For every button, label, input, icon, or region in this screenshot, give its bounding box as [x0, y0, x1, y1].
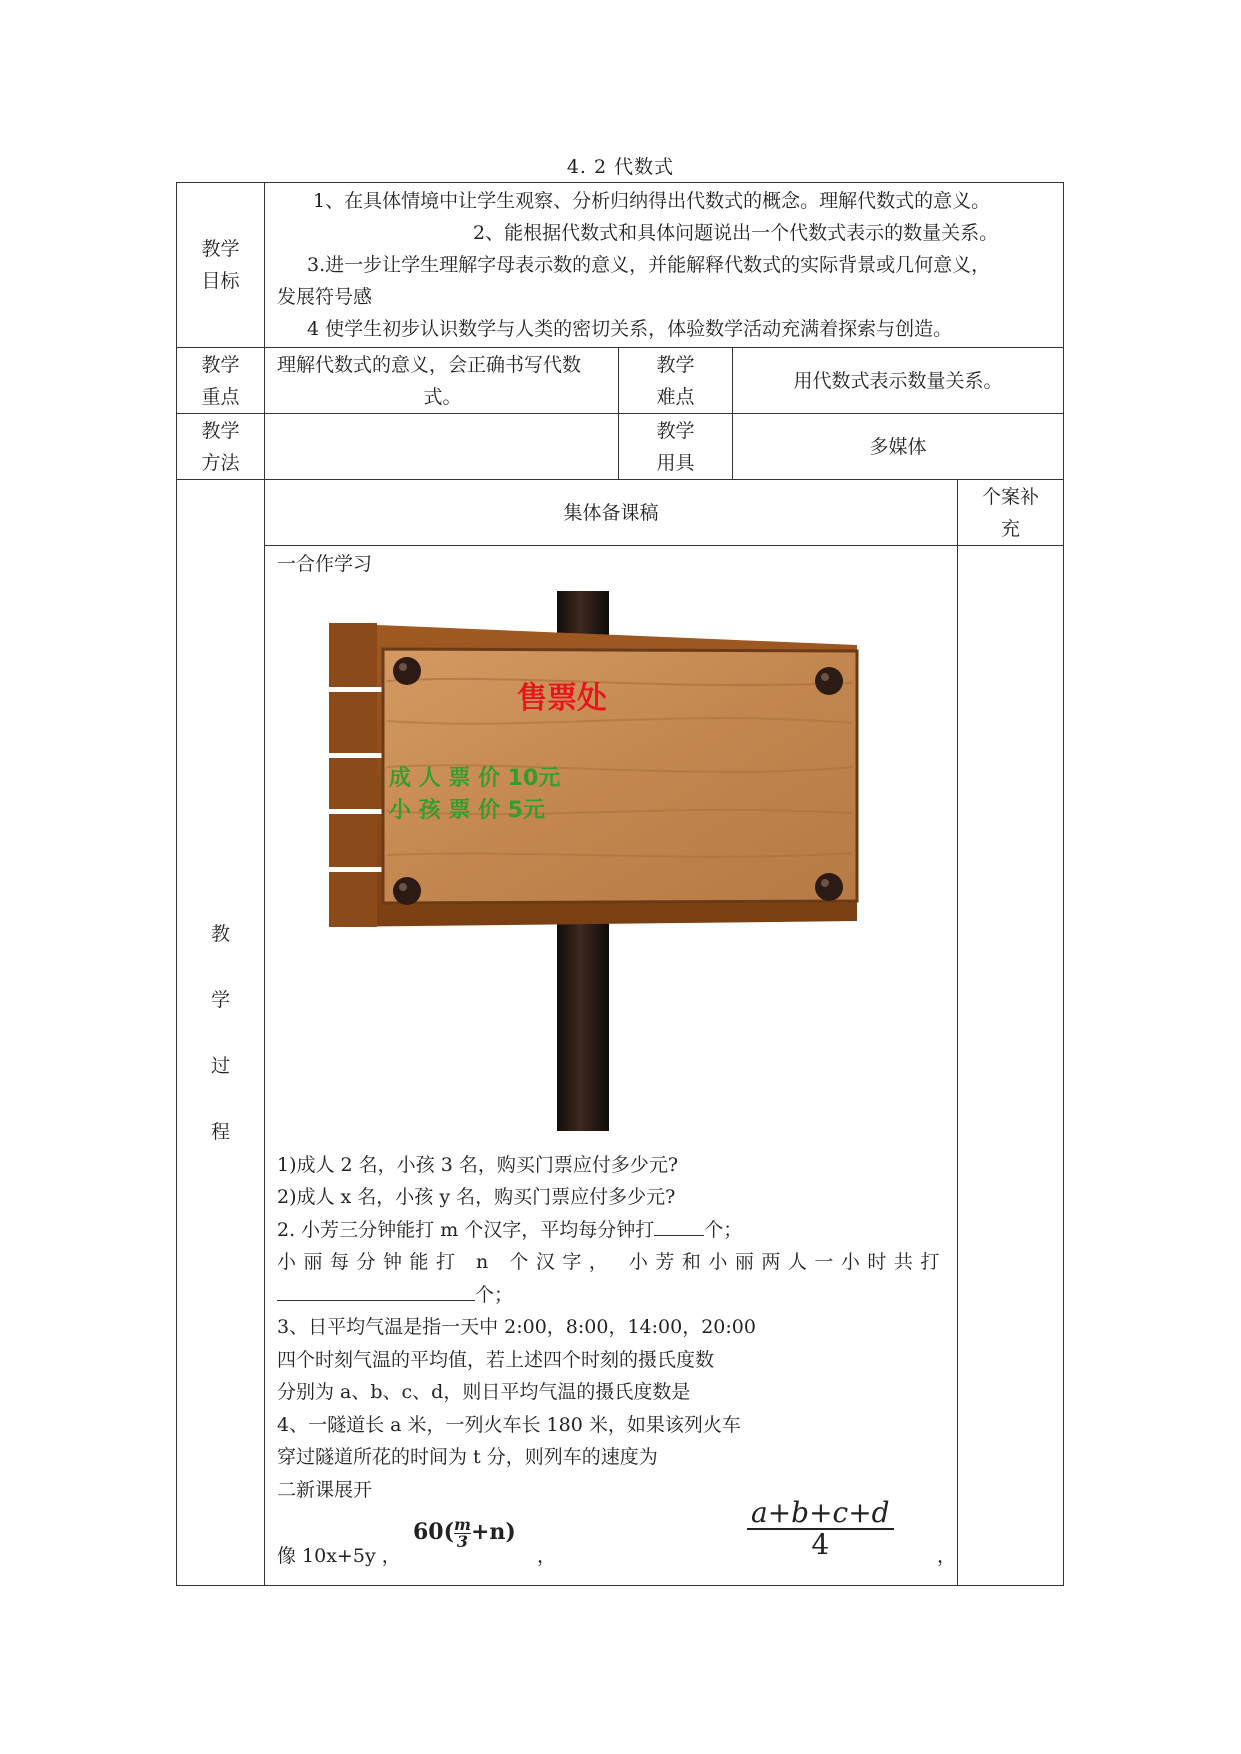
key-point-label: 教学 重点: [177, 348, 265, 414]
method-label: 教学 方法: [177, 414, 265, 480]
supplement-column: [958, 546, 1064, 1586]
ticket-sign-image: [317, 591, 877, 1131]
objectives-row: [177, 183, 1064, 348]
answer-blank: [277, 1280, 475, 1301]
method-row: [177, 414, 1064, 480]
difficulty-text: 用代数式表示数量关系。: [733, 348, 1064, 414]
sign-adult-price: 成 人 票 价 10元: [389, 765, 561, 791]
section-new-lesson: 二新课展开: [277, 1478, 373, 1501]
question-5b: 穿过隧道所花的时间为 t 分，则列车的速度为: [277, 1446, 658, 1468]
objective-3: 3.进一步让学生理解字母表示数的意义，并能解释代数式的实际背景或几何意义，: [307, 254, 991, 276]
comma-2: ，: [937, 1545, 957, 1567]
difficulty-label: 教学 难点: [619, 348, 733, 414]
formula-60: 60( $\frac{m}{3}$ +n): [413, 1514, 516, 1551]
answer-blank: [654, 1215, 704, 1236]
objective-1: 1、在具体情境中让学生观察、分析归纳得出代数式的概念。理解代数式的意义。: [313, 190, 991, 212]
section-cooperative: 一合作学习: [277, 553, 373, 575]
comma-1: ，: [537, 1545, 557, 1567]
key-point-text: 理解代数式的意义，会正确书写代数 式。: [265, 348, 619, 414]
key-point-row: [177, 348, 1064, 414]
page-title: 4. 2 代数式: [566, 156, 675, 178]
sign-child-price: 小 孩 票 价 5元: [389, 797, 545, 823]
process-label: 教 学 过 程: [177, 480, 265, 1586]
objectives-label: 教学 目标: [177, 183, 265, 348]
formula-average: $\frac{a+b+c+d}{4}$: [747, 1498, 894, 1560]
supplement-header: 个案补 充: [958, 480, 1064, 546]
process-body-row: [177, 546, 1064, 1586]
process-header-row: [177, 480, 1064, 546]
lesson-plan-table: [176, 182, 1064, 1586]
process-content: [265, 546, 958, 1586]
method-text: [265, 414, 619, 480]
question-5a: 4、一隧道长 a 米，一列火车长 180 米，如果该列火车: [277, 1413, 741, 1436]
tools-text: 多媒体: [733, 414, 1064, 480]
question-3c: 个；: [277, 1279, 947, 1312]
like-expression: 像 10x+5y ，: [277, 1545, 401, 1567]
question-1: 1)成人 2 名，小孩 3 名，购买门票应付多少元?: [277, 1153, 679, 1176]
question-3a: 2. 小芳三分钟能打 m 个汉字，平均每分钟打 个；: [277, 1214, 947, 1247]
question-4c: 分别为 a、b、c、d，则日平均气温的摄氏度数是: [277, 1381, 691, 1403]
formula-row: [277, 1496, 957, 1576]
objective-2: 2、能根据代数式和具体问题说出一个代数式表示的数量关系。: [473, 222, 999, 244]
objective-4: 4 使学生初步认识数学与人类的密切关系，体验数学活动充满着探索与创造。: [307, 318, 953, 340]
group-draft-header: 集体备课稿: [265, 480, 958, 546]
objective-3-cont: 发展符号感: [277, 286, 373, 308]
tools-label: 教学 用具: [619, 414, 733, 480]
question-3b: 小丽每分钟能打 n 个汉字， 小芳和小丽两人一小时共打: [277, 1251, 947, 1273]
question-4a: 3、日平均气温是指一天中 2:00，8:00，14:00，20:00: [277, 1316, 756, 1338]
question-4b: 四个时刻气温的平均值，若上述四个时刻的摄氏度数: [277, 1348, 715, 1371]
wooden-sign-graphic: [317, 591, 877, 1131]
sign-title: 售票处: [517, 680, 607, 716]
question-2: 2)成人 x 名，小孩 y 名，购买门票应付多少元?: [277, 1186, 676, 1208]
objectives-content: [265, 183, 1064, 348]
